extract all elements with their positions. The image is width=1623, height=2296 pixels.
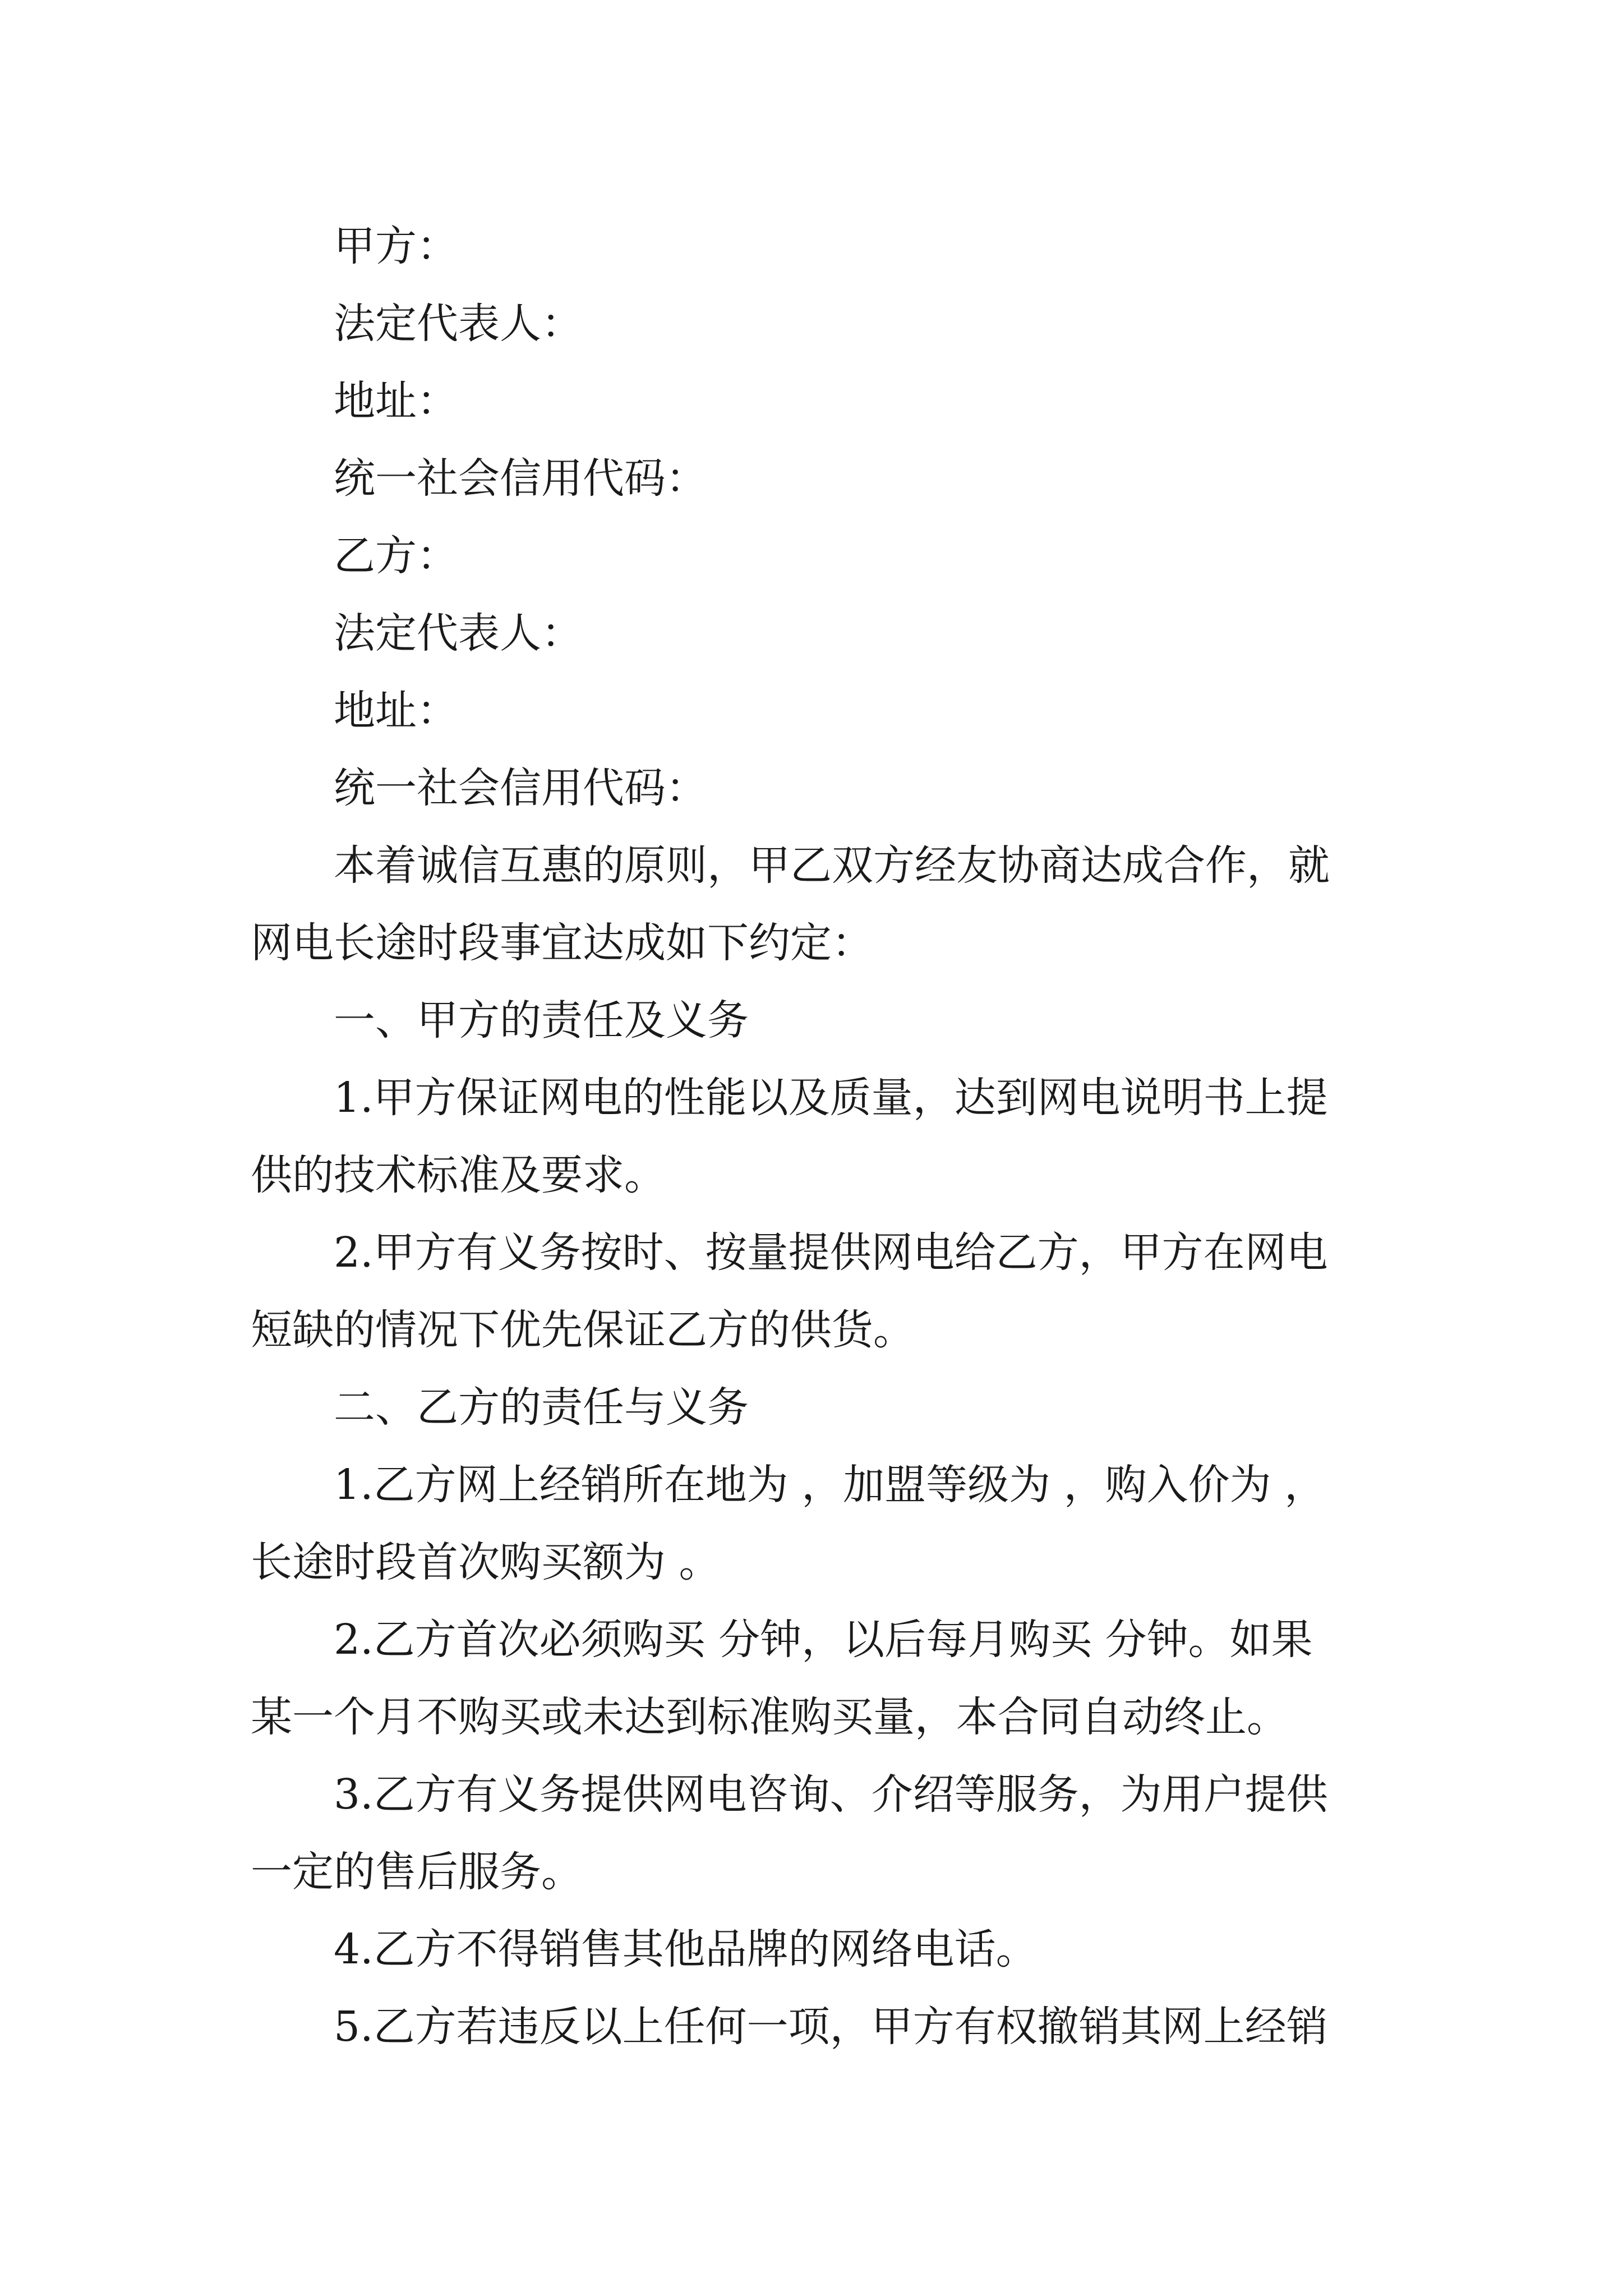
section-1-item-1-line-1: 1.甲方保证网电的性能以及质量，达到网电说明书上提	[334, 1074, 1328, 1122]
party-a-label: 甲方：	[334, 222, 458, 270]
section-2-item-1-line-1: 1.乙方网上经销所在地为 ，加盟等级为 ，购入价为 ，	[334, 1461, 1326, 1509]
section-1-item-2-line-1: 2.甲方有义务按时、按量提供网电给乙方，甲方在网电	[334, 1228, 1328, 1277]
section-1-item-2-line-2: 短缺的情况下优先保证乙方的供货。	[251, 1306, 915, 1354]
section-1-item-1-line-2: 供的技术标准及要求。	[251, 1151, 666, 1199]
section-2-item-5-line-1: 5.乙方若违反以上任何一项，甲方有权撤销其网上经销	[334, 2003, 1328, 2051]
contract-body	[251, 208, 1389, 2065]
preamble-line-2: 网电长途时段事宜达成如下约定：	[251, 919, 873, 967]
section-2-item-3-line-2: 一定的售后服务。	[251, 1848, 583, 1896]
party-b-label: 乙方：	[334, 532, 458, 580]
party-a-credit-code: 统一社会信用代码：	[334, 454, 707, 503]
party-b-credit-code: 统一社会信用代码：	[334, 764, 707, 812]
party-a-address: 地址：	[334, 377, 458, 425]
section-2-item-4: 4.乙方不得销售其他品牌的网络电话。	[334, 1925, 1038, 1973]
section-2-item-2-line-2: 某一个月不购买或未达到标准购买量，本合同自动终止。	[251, 1693, 1288, 1741]
section-2-item-1-line-2: 长途时段首次购买额为 。	[251, 1538, 721, 1586]
preamble-line-1: 本着诚信互惠的原则，甲乙双方经友协商达成合作，就	[334, 841, 1330, 890]
party-b-legal-rep: 法定代表人：	[334, 609, 583, 657]
party-b-address: 地址：	[334, 687, 458, 735]
section-2-item-3-line-1: 3.乙方有义务提供网电咨询、介绍等服务，为用户提供	[334, 1770, 1328, 1819]
section-2-item-2-line-1: 2.乙方首次必须购买 分钟，以后每月购买 分钟。如果	[334, 1616, 1313, 1664]
section-1-heading: 一、甲方的责任及义务	[334, 996, 749, 1045]
party-a-legal-rep: 法定代表人：	[334, 300, 583, 348]
section-2-heading: 二、乙方的责任与义务	[334, 1383, 749, 1432]
